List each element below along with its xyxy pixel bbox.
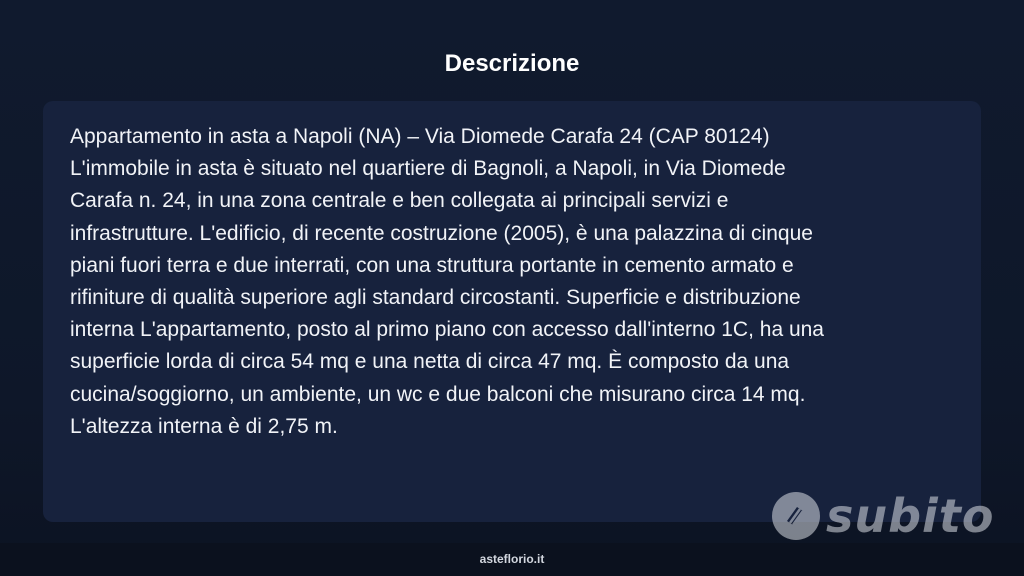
watermark-brand: subito — [826, 489, 995, 543]
section-title: Descrizione — [444, 50, 580, 77]
description-card — [43, 101, 981, 522]
description-text: Appartamento in asta a Napoli (NA) – Via Diomede Carafa 24 (CAP 80124) L'immobile in asta è situato nel quartiere di Bagnoli, a Napoli, in Via Diomede Carafa n. 24, in una zona centrale e ben collegata ai principali servizi e infrastrutture. L'edificio, di recente costruzione (2005), è una palazzina di cinque piani fuori terra e due interrati, con una struttura portante in cemento armato e rifiniture di qualità superiore agli standard circostanti. Superficie e distribuzione interna L'appartamento, posto al primo piano con accesso dall'interno 1C, ha una superficie lorda di circa 54 mq e una netta di circa 47 mq. È composto da una cucina/soggiorno, un ambiente, un wc e due balconi che misurano circa 14 mq. L'altezza interna è di 2,75 m. — [70, 125, 824, 438]
footer-site: asteflorio.it — [479, 552, 545, 566]
subito-logo-icon — [772, 492, 820, 540]
subito-watermark — [772, 488, 994, 544]
